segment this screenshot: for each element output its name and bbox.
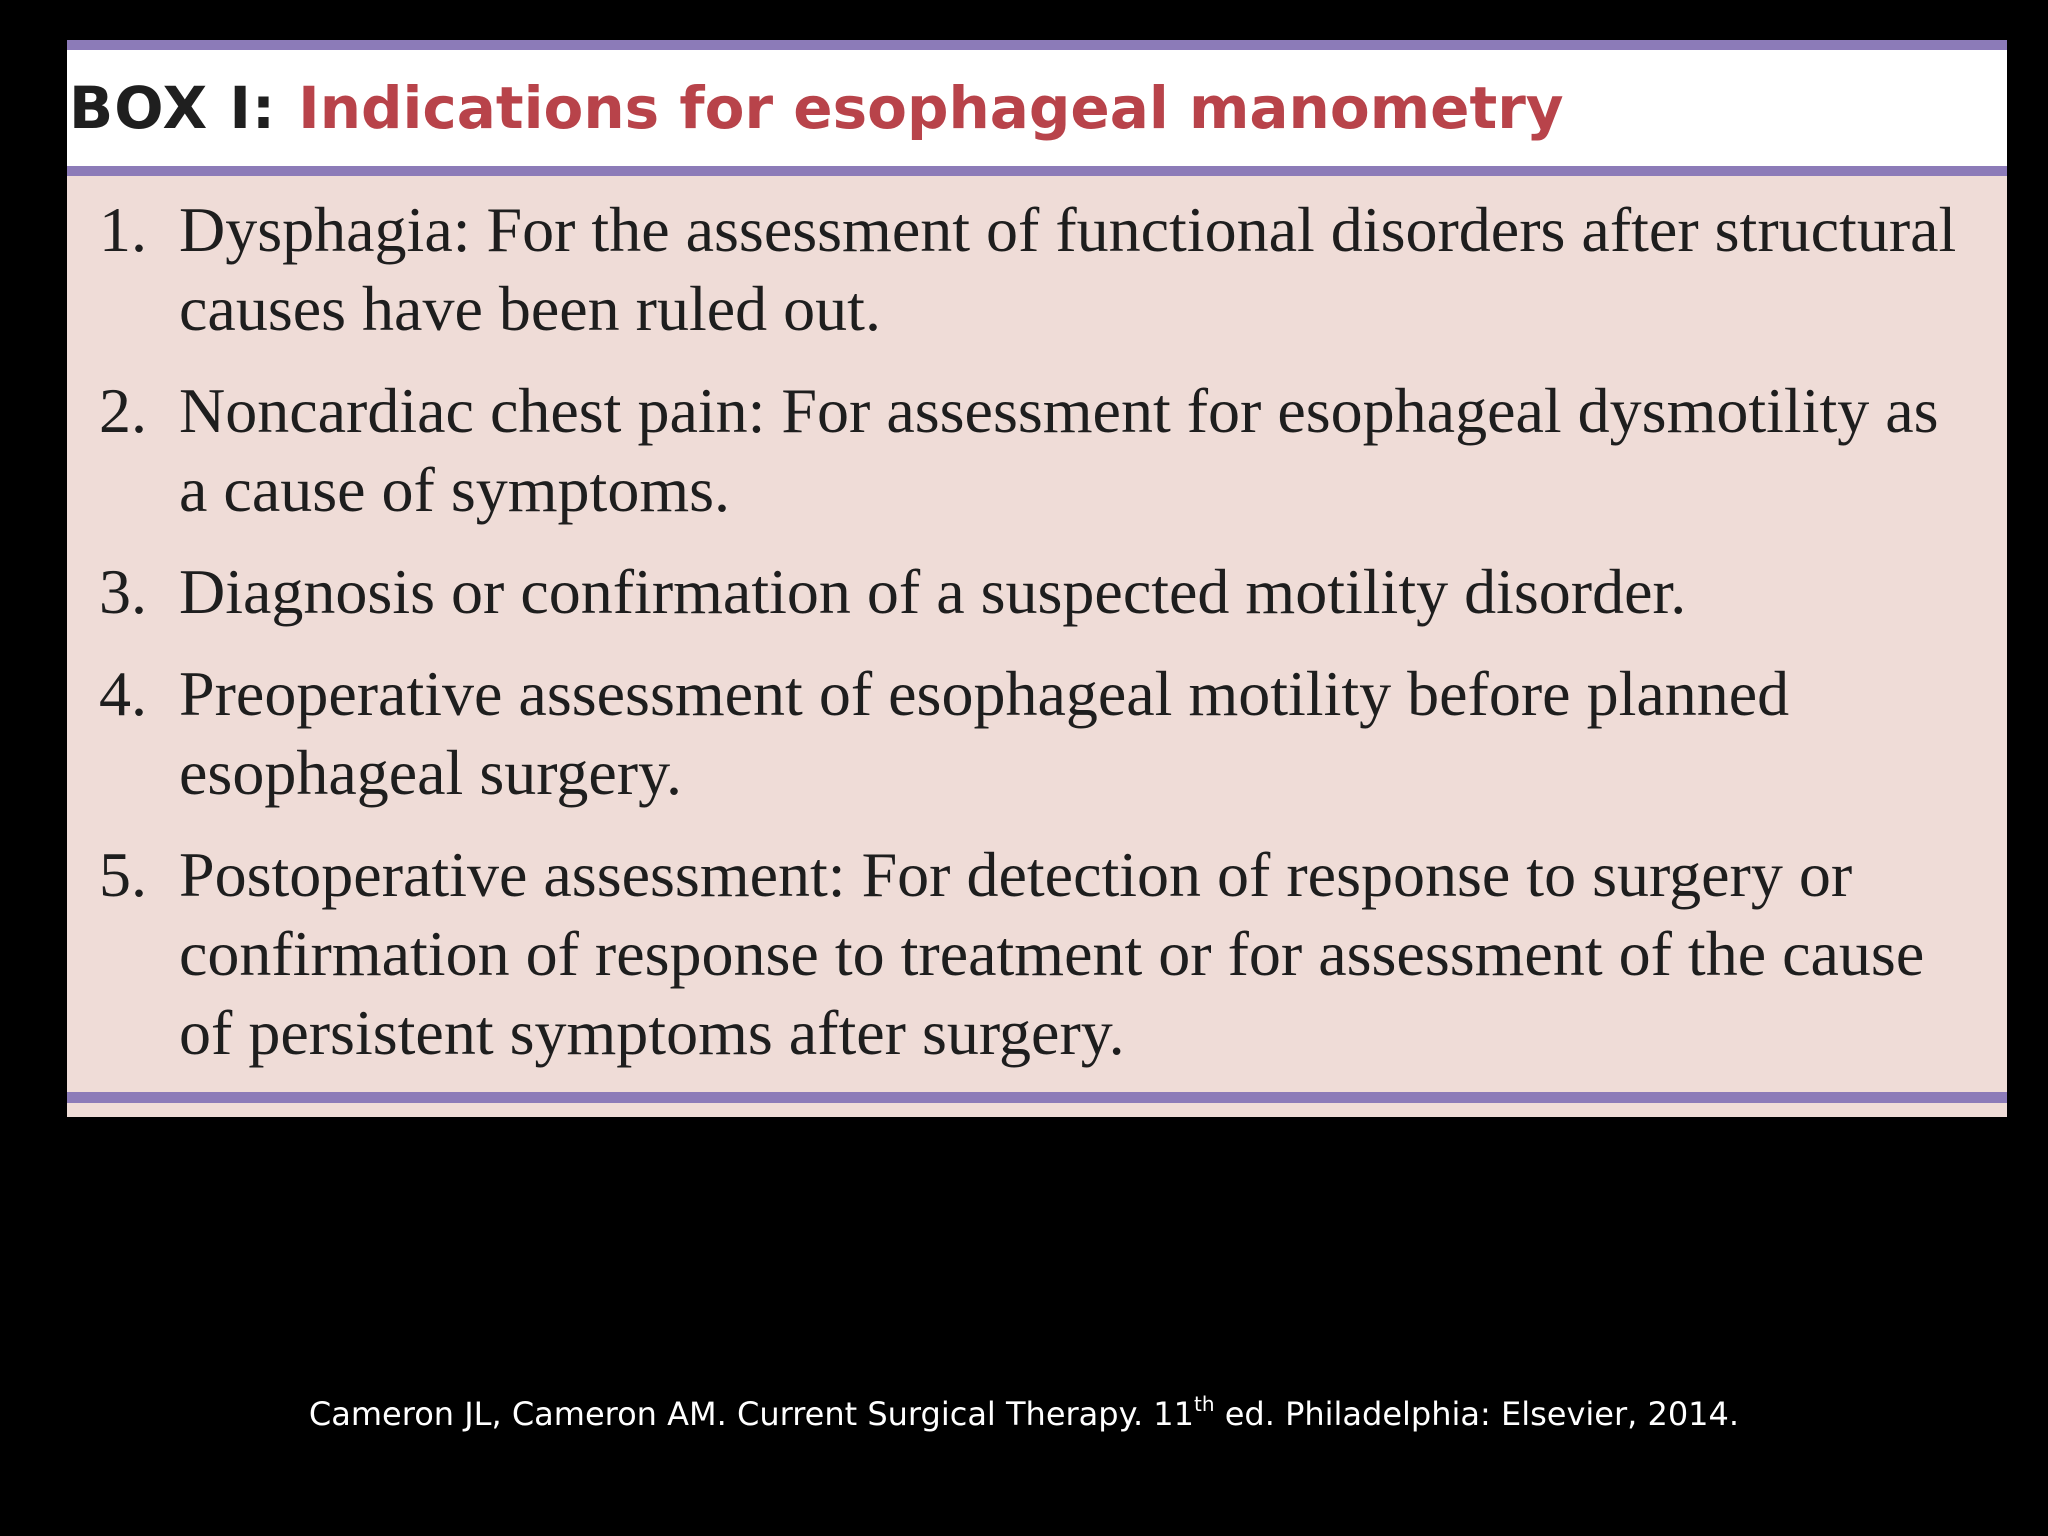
list-item-text: Dysphagia: For the assessment of functional disorders after structural causes have been ruled out.	[179, 194, 1957, 344]
list-item	[67, 371, 2007, 529]
citation-text-before: Cameron JL, Cameron AM. Current Surgical Therapy. 11	[308, 1395, 1195, 1433]
list-item-number: 1.	[99, 194, 147, 265]
list-item-number: 3.	[99, 556, 147, 627]
box-header-rule	[67, 166, 2007, 176]
list-item-number: 5.	[99, 839, 147, 910]
indications-list	[67, 190, 2007, 1095]
citation-superscript: th	[1194, 1392, 1215, 1416]
box-title: Indications for esophageal manometry	[298, 74, 1564, 142]
box-header	[67, 50, 2007, 166]
list-item-text: Preoperative assessment of esophageal motility before planned esophageal surgery.	[179, 658, 1790, 808]
list-item	[67, 552, 2007, 631]
citation-text-after: ed. Philadelphia: Elsevier, 2014.	[1214, 1395, 1740, 1433]
box-bottom-rule	[67, 1092, 2007, 1103]
list-item	[67, 654, 2007, 812]
indications-box	[67, 40, 2007, 1117]
list-item-number: 4.	[99, 658, 147, 729]
box-label: BOX I:	[69, 74, 277, 142]
citation	[0, 1392, 2048, 1433]
box-top-rule	[67, 40, 2007, 50]
list-item	[67, 190, 2007, 348]
list-item-number: 2.	[99, 375, 147, 446]
list-item-text: Diagnosis or confirmation of a suspected motility disorder.	[179, 556, 1687, 627]
list-item-text: Noncardiac chest pain: For assessment for esophageal dysmotility as a cause of symptoms.	[179, 375, 1939, 525]
list-item	[67, 835, 2007, 1072]
list-item-text: Postoperative assessment: For detection of response to surgery or confirmation of response to treatment or for assessment of the cause of persistent symptoms after surgery.	[179, 839, 1925, 1068]
